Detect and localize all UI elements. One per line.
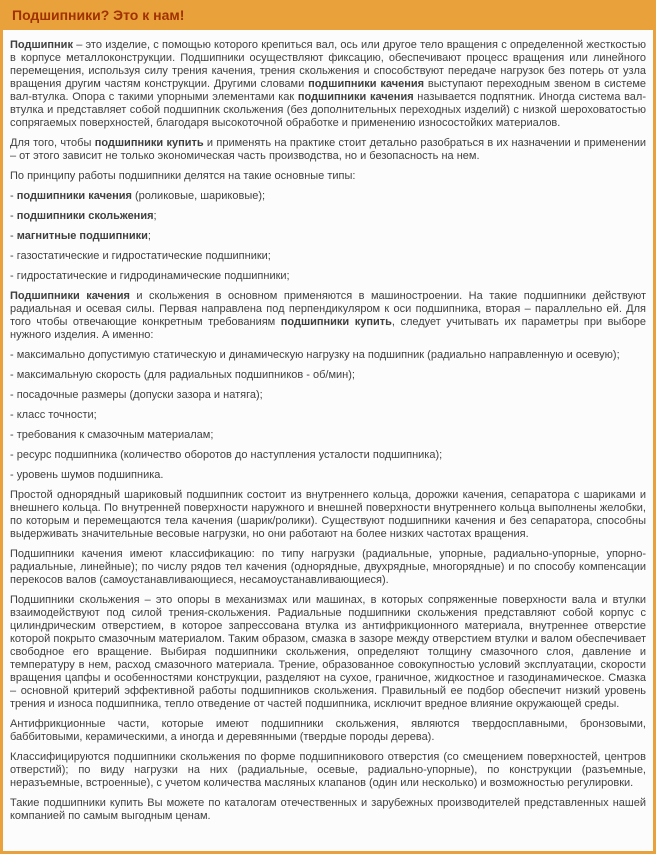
text-run: - ресурс подшипника (количество оборотов до наступления усталости подшипника);: [10, 449, 443, 461]
paragraph: [10, 137, 646, 163]
bold-text-run: подшипники качения: [16, 190, 132, 202]
paragraph: [10, 39, 646, 130]
text-run: Классифицируются подшипники скольжения по форме подшипникового отверстия (со смещением поверхностей, центров отверстий); по виду нагрузки на них (радиальные, осевые, радиально-упорные), по конструкции (разъемные, неразъемные, встроенные), с учетом количества масляных клапанов (один или несколько) и возможностью регулировки.: [10, 751, 646, 789]
text-run: ;: [147, 230, 151, 242]
text-run: Для того, чтобы: [10, 137, 95, 149]
text-run: - требования к смазочным материалам;: [10, 429, 214, 441]
bold-text-run: Подшипник: [10, 39, 73, 51]
bold-text-run: магнитные подшипники: [16, 230, 148, 242]
bold-text-run: подшипники скольжения: [16, 210, 154, 222]
article-content: [3, 30, 653, 840]
list-item: [10, 429, 646, 442]
paragraph: [10, 718, 646, 744]
text-run: Подшипники качения имеют классификацию: по типу нагрузки (радиальные, упорные, радиально-упорные, упорно-радиальные, линейные); по числу рядов тел качения (однорядные, двухрядные, многорядные) и по способу компенсации перекосов валов (самоустанавливающиеся, несамоустанавливающиеся).: [10, 548, 646, 586]
page-title: Подшипники? Это к нам!: [12, 7, 185, 23]
paragraph: [10, 489, 646, 541]
text-run: -: [10, 190, 17, 202]
text-run: и применять на практике стоит детально разобраться в их назначении и применении – от этого зависит не только экономическая часть производства, но и безопасность на нем.: [10, 137, 646, 162]
list-item: [10, 230, 646, 243]
page-header: [3, 0, 653, 30]
list-item: [10, 210, 646, 223]
text-run: - максимальную скорость (для радиальных подшипников - об/мин);: [10, 369, 355, 381]
text-run: Такие подшипники купить Вы можете по каталогам отечественных и зарубежных производителей представленных нашей компанией по самым выгодным ценам.: [10, 797, 646, 822]
text-run: - посадочные размеры (допуски зазора и натяга);: [10, 389, 263, 401]
paragraph: [10, 170, 646, 183]
text-run: - гидростатические и гидродинамические подшипники;: [10, 270, 290, 282]
list-item: [10, 250, 646, 263]
text-run: - максимально допустимую статическую и динамическую нагрузку на подшипник (радиально направленную и осевую);: [10, 349, 620, 361]
list-item: [10, 190, 646, 203]
list-item: [10, 469, 646, 482]
bold-text-run: подшипники качения: [308, 78, 425, 90]
paragraph: [10, 594, 646, 711]
text-run: называется подпятник. Иногда система вал-втулка и представляет собой подшипник скольжения (без дополнительных переходных изделий) с низкой шероховатостью сопрягаемых поверхностей, благодаря высокоточной обработке и применению износостойких материалов.: [10, 91, 646, 129]
text-run: - уровень шумов подшипника.: [10, 469, 164, 481]
text-run: - газостатические и гидростатические подшипники;: [10, 250, 271, 262]
list-item: [10, 369, 646, 382]
bold-text-run: Подшипники качения: [10, 290, 130, 302]
text-run: -: [10, 230, 17, 242]
text-run: По принципу работы подшипники делятся на такие основные типы:: [10, 170, 356, 182]
text-run: Простой однорядный шариковый подшипник состоит из внутреннего кольца, дорожки качения, сепаратора с шариками и внешнего кольца. По внутренней поверхности наружного и внешней поверхности внутреннего кольца выполнены желобки, по которым и перемещаются тела качения (шарик/ролики). Существуют подшипники качения и без сепаратора, способны выдерживать значительные весовые нагрузки, но они работают на более низких частотах вращения.: [10, 489, 646, 540]
text-run: и скольжения в основном применяются в машиностроении. На такие подшипники действуют радиальная и осевая силы. Первая направлена под перпендикуляром к оси подшипника, вторая – параллельно ей. Для того чтобы отвечающие конкретным требованиям: [10, 290, 646, 328]
list-item: [10, 409, 646, 422]
paragraph: [10, 797, 646, 823]
text-run: – это изделие, с помощью которого крепиться вал, ось или другое тело вращения с определенной жесткостью в корпусе металлоконструкции. Подшипники осуществляют фиксацию, обеспечивают процесс вращения или линейного перемещения, используя силу трения качения, трения скольжения и способствуют передаче нагрузок без потерь от узла вращения другим частям конструкции. Другими словами: [10, 39, 646, 90]
paragraph: [10, 751, 646, 790]
bold-text-run: подшипники купить: [94, 137, 204, 149]
text-run: , следует учитывать их параметры при выборе нужного изделия. А именно:: [10, 316, 646, 341]
list-item: [10, 270, 646, 283]
text-run: ;: [153, 210, 157, 222]
list-item: [10, 389, 646, 402]
bold-text-run: подшипники качения: [297, 91, 414, 103]
text-run: (роликовые, шариковые);: [131, 190, 266, 202]
text-run: выступают переходным звеном в системе вал-втулка. Опора с такими упорными элементами как: [10, 78, 646, 103]
paragraph: [10, 290, 646, 342]
text-run: Антифрикционные части, которые имеют подшипники скольжения, являются твердосплавными, бронзовыми, баббитовыми, керамическими, а иногда и деревянными (твердые породы дерева).: [10, 718, 646, 743]
list-item: [10, 449, 646, 462]
text-run: Подшипники скольжения – это опоры в механизмах или машинах, в которых сопряженные поверхности вала и втулки взаимодействуют под силой трения-скольжения. Радиальные подшипники скольжения представляют собой корпус с цилиндрическим отверстием, в которое запрессована втулка из антифрикционного материала, внутреннее отверстие которой покрыто смазочным материалом. Таким образом, смазка в зазоре между отверстием втулки и валом обеспечивает свободное его вращение. Выбирая подшипники скольжения, определяют толщину смазочного слоя, давление и температуру в нем, расход смазочного материала. Трение, образованное совокупностью условий эксплуатации, скорости вращения цапфы и особенностями конструкции, разделяют на сухое, граничное, жидкостное и газодинамическое. Смазка – основной критерий эффективной работы подшипников скольжения. Правильный ее подбор обеспечит низкий уровень трения и износа подшипника, тепло отведение от частей подшипника, исключит вредное влияние окружающей среды.: [10, 594, 646, 710]
paragraph: [10, 548, 646, 587]
text-run: - класс точности;: [10, 409, 97, 421]
list-item: [10, 349, 646, 362]
bold-text-run: подшипники купить: [280, 316, 392, 328]
text-run: -: [10, 210, 17, 222]
